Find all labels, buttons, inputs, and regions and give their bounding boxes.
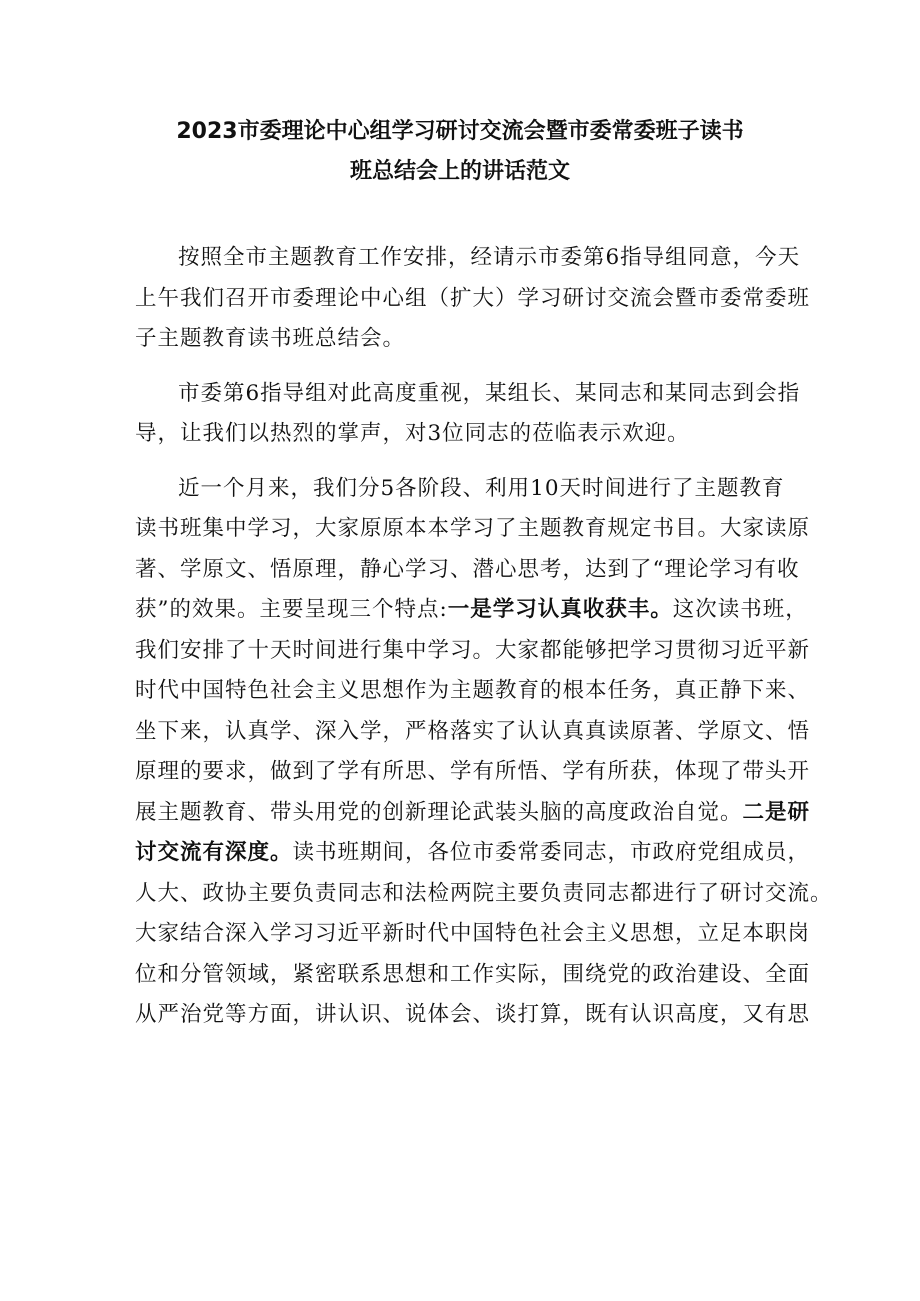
paragraph-line: 时代中国特色社会主义思想作为主题教育的根本任务，真正静下来、	[135, 678, 811, 703]
paragraph-1	[135, 238, 811, 360]
paragraph-3	[135, 469, 833, 1036]
document-body	[135, 238, 833, 1050]
paragraph-line-with-emphasis	[135, 793, 811, 834]
paragraph-line: 子主题教育读书班总结会。	[135, 326, 406, 351]
plain-text: 读书班期间，各位市委常委同志，市政府党组成员，	[292, 840, 811, 865]
paragraph-line: 著、学原文、悟原理，静心学习、潜心思考，达到了“理论学习有收	[135, 556, 800, 582]
emphasis-point-2-end: 讨交流有深度。	[135, 840, 293, 865]
paragraph-line-with-emphasis	[135, 590, 808, 631]
emphasis-point-2-start: 二是研	[742, 799, 811, 825]
paragraph-line: 从严治党等方面，讲认识、说体会、谈打算，既有认识高度，又有思	[135, 1002, 811, 1027]
paragraph-line: 坐下来，认真学、深入学，严格落实了认认真真读原著、学原文、悟	[135, 718, 811, 744]
paragraph-line: 按照全市主题教育工作安排，经请示市委第6指导组同意，今天	[178, 245, 801, 270]
paragraph-line: 原理的要求，做到了学有所思、学有所悟、学有所获，体现了带头开	[135, 759, 811, 784]
plain-text: 获”的效果。主要呈现三个特点:	[135, 597, 448, 622]
paragraph-line: 导，让我们以热烈的掌声，对3位同志的莅临表示欢迎。	[135, 421, 690, 446]
document-title	[130, 112, 790, 192]
paragraph-line: 上午我们召开市委理论中心组（扩大）学习研讨交流会暨市委常委班	[135, 285, 811, 311]
title-line-1: 2023市委理论中心组学习研讨交流会暨市委常委班子读书	[176, 119, 744, 144]
paragraph-line-with-emphasis	[135, 833, 811, 874]
paragraph-2	[135, 374, 801, 455]
emphasis-point-1: 一是学习认真收获丰。	[447, 597, 673, 622]
paragraph-line: 位和分管领域，紧密联系思想和工作实际，围绕党的政治建设、全面	[135, 961, 811, 987]
paragraph-line: 市委第6指导组对此高度重视，某组长、某同志和某同志到会指	[178, 380, 801, 406]
paragraph-line: 人大、政协主要负责同志和法检两院主要负责同志都进行了研讨交流。	[135, 880, 833, 906]
title-line-2: 班总结会上的讲话范文	[349, 159, 570, 184]
paragraph-line: 近一个月来，我们分5各阶段、利用10天时间进行了主题教育	[178, 475, 785, 501]
paragraph-line: 我们安排了十天时间进行集中学习。大家都能够把学习贯彻习近平新	[135, 637, 811, 663]
paragraph-line: 大家结合深入学习习近平新时代中国特色社会主义思想，立足本职岗	[135, 921, 811, 946]
plain-text: 这次读书班，	[672, 597, 808, 622]
plain-text: 展主题教育、带头用党的创新理论武装头脑的高度政治自觉。	[135, 799, 743, 825]
paragraph-line: 读书班集中学习，大家原原本本学习了主题教育规定书目。大家读原	[135, 516, 811, 541]
